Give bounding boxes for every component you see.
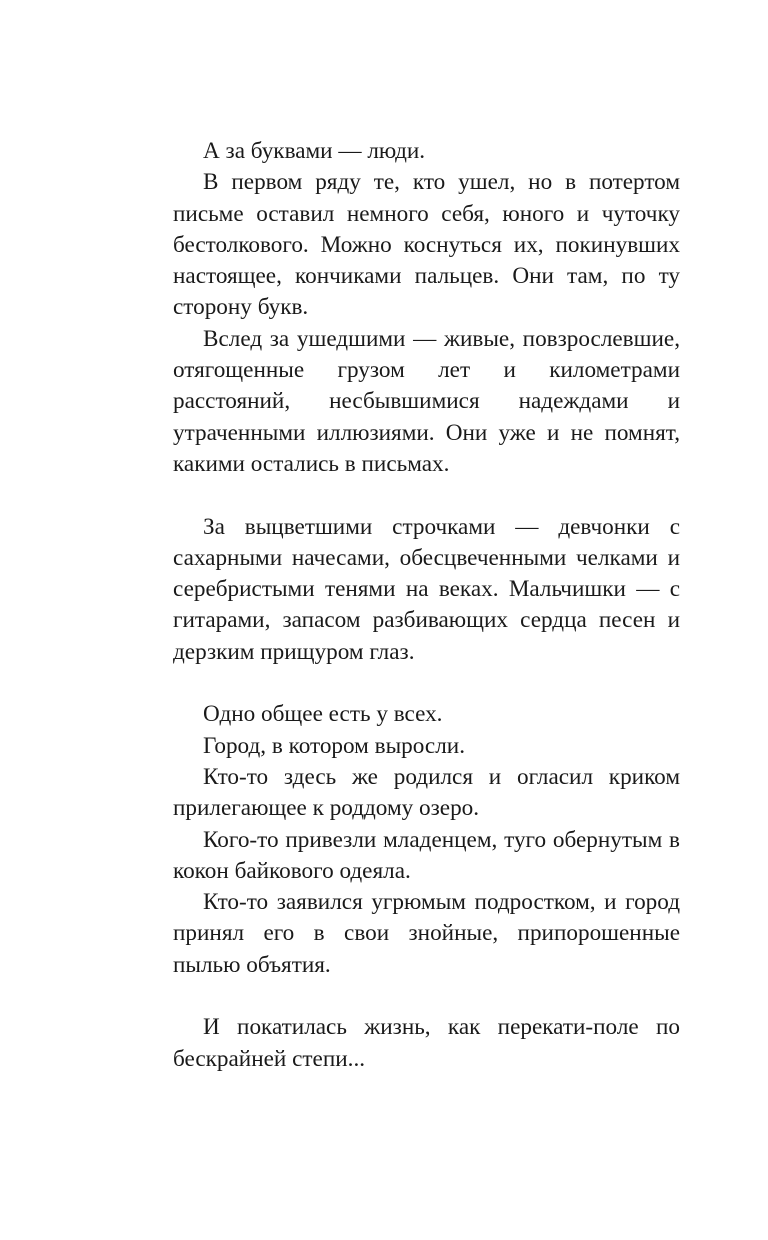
paragraph: Одно общее есть у всех. [203,701,443,728]
paragraph: Кого-то привезли младенцем, туго обернутым в кокон байкового одеяла. [173,826,680,884]
section-break [173,480,680,511]
book-page-text [173,136,680,1075]
section-break [173,668,680,699]
paragraph: Кто-то здесь же родился и огласил криком прилегающее к роддому озеро. [173,763,680,822]
paragraph: И покатилась жизнь, как перекати-поле по бескрайней степи... [173,1014,680,1072]
paragraph: А за буквами — люди. [203,138,426,164]
paragraph: Кто-то заявился угрюмым подростком, и город принял его в свои знойные, припорошенные пылью объятия. [173,889,680,978]
paragraph: За выцветшими строчками — девчонки с сахарными начесами, обесцвеченными челками и серебристыми тенями на веках. Мальчишки — с гитарами, запасом разбивающих сердца песен и дерзким прищуром глаз. [173,513,680,665]
paragraph: В первом ряду те, кто ушел, но в потертом письме оставил немного себя, юного и чуточку бестолкового. Можно коснуться их, покинувших настоящее, кончиками пальцев. Они там, по ту сторону букв. [173,169,680,321]
paragraph: Вслед за ушедшими — живые, повзрослевшие, отягощенные грузом лет и километрами расстояний, несбывшимися надеждами и утраченными иллюзиями. Они уже и не помнят, какими остались в письмах. [173,325,680,477]
paragraph: Город, в котором выросли. [203,732,465,759]
section-break [173,981,680,1012]
